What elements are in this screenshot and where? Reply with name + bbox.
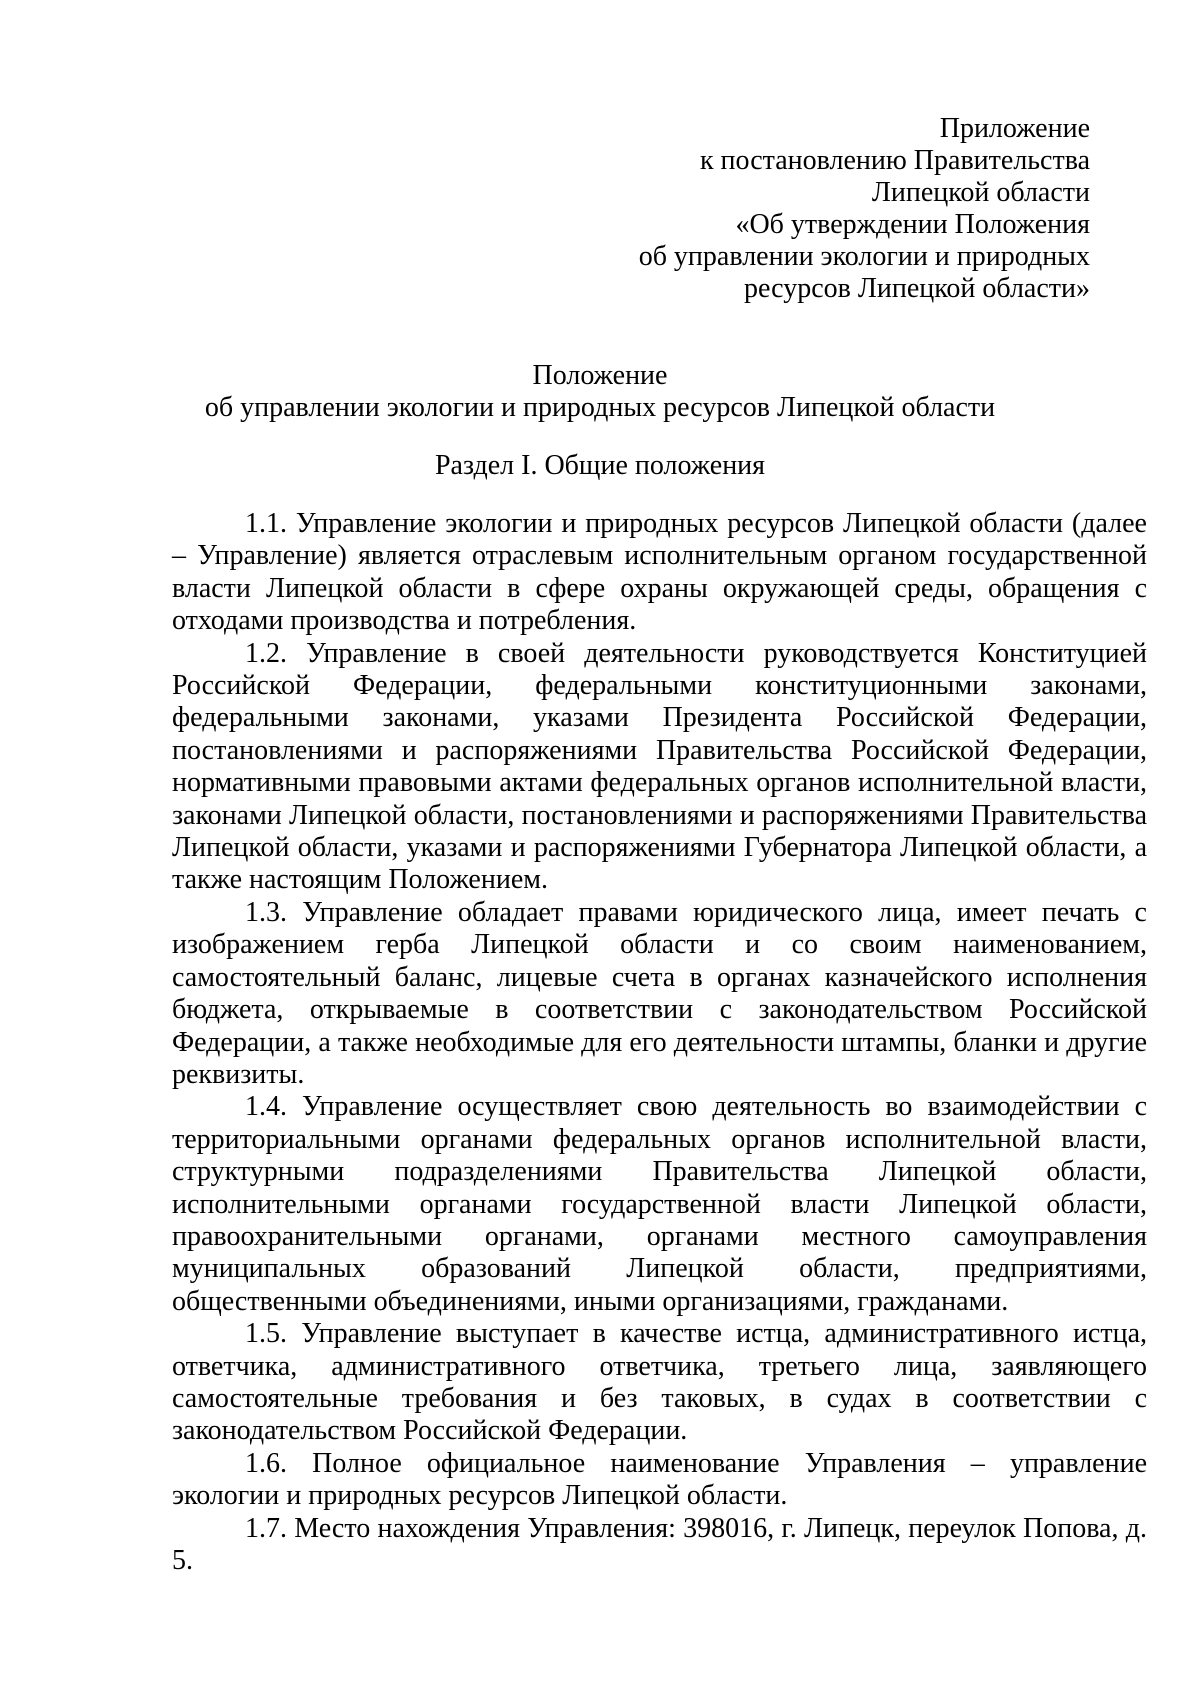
title-line-1: Положение [532, 360, 668, 391]
appendix-line: Липецкой области [871, 177, 1090, 208]
section-heading: Раздел I. Общие положения [434, 450, 766, 481]
document-body [172, 508, 1147, 1577]
appendix-line: об управлении экологии и природных [638, 241, 1090, 272]
title-line-2: об управлении экологии и природных ресурсов Липецкой области [204, 392, 996, 423]
appendix-line: ресурсов Липецкой области» [744, 273, 1090, 304]
paragraph-1-1: 1.1. Управление экологии и природных ресурсов Липецкой области (далее – Управление) является отраслевым исполнительным органом государственной власти Липецкой области в сфере охраны окружающей среды, обращения с отходами производства и потребления. [172, 508, 1147, 637]
paragraph-1-6: 1.6. Полное официальное наименование Управления – управление экологии и природных ресурсов Липецкой области. [172, 1447, 1147, 1512]
document-title [0, 360, 1200, 424]
appendix-line: к постановлению Правительства [699, 145, 1090, 176]
appendix-line: Приложение [939, 113, 1090, 144]
paragraph-1-7: 1.7. Место нахождения Управления: 398016, г. Липецк, переулок Попова, д. 5. [172, 1512, 1147, 1576]
paragraph-1-3: 1.3. Управление обладает правами юридического лица, имеет печать с изображением герба Липецкой области и со своим наименованием, самостоятельный баланс, лицевые счета в органах казначейского исполнения бюджета, открываемые в соответствии с законодательством Российской Федерации, а также необходимые для его деятельности штампы, бланки и другие реквизиты. [172, 896, 1147, 1090]
appendix-line: «Об утверждении Положения [735, 209, 1090, 240]
appendix-block [639, 113, 1090, 305]
paragraph-1-4: 1.4. Управление осуществляет свою деятельность во взаимодействии с территориальными органами федеральных органов исполнительной власти, структурными подразделениями Правительства Липецкой области, исполнительными органами государственной власти Липецкой области, правоохранительными органами, органами местного самоуправления муниципальных образований Липецкой области, предприятиями, общественными объединениями, иными организациями, гражданами. [172, 1091, 1147, 1317]
paragraph-1-2: 1.2. Управление в своей деятельности руководствуется Конституцией Российской Федерации, федеральными конституционными законами, федеральными законами, указами Президента Российской Федерации, постановлениями и распоряжениями Правительства Российской Федерации, нормативными правовыми актами федеральных органов исполнительной власти, законами Липецкой области, постановлениями и распоряжениями Правительства Липецкой области, указами и распоряжениями Губернатора Липецкой области, а также настоящим Положением. [172, 637, 1147, 896]
paragraph-1-5: 1.5. Управление выступает в качестве истца, административного истца, ответчика, административного ответчика, третьего лица, заявляющего самостоятельные требования и без таковых, в судах в соответствии с законодательством Российской Федерации. [172, 1318, 1147, 1447]
